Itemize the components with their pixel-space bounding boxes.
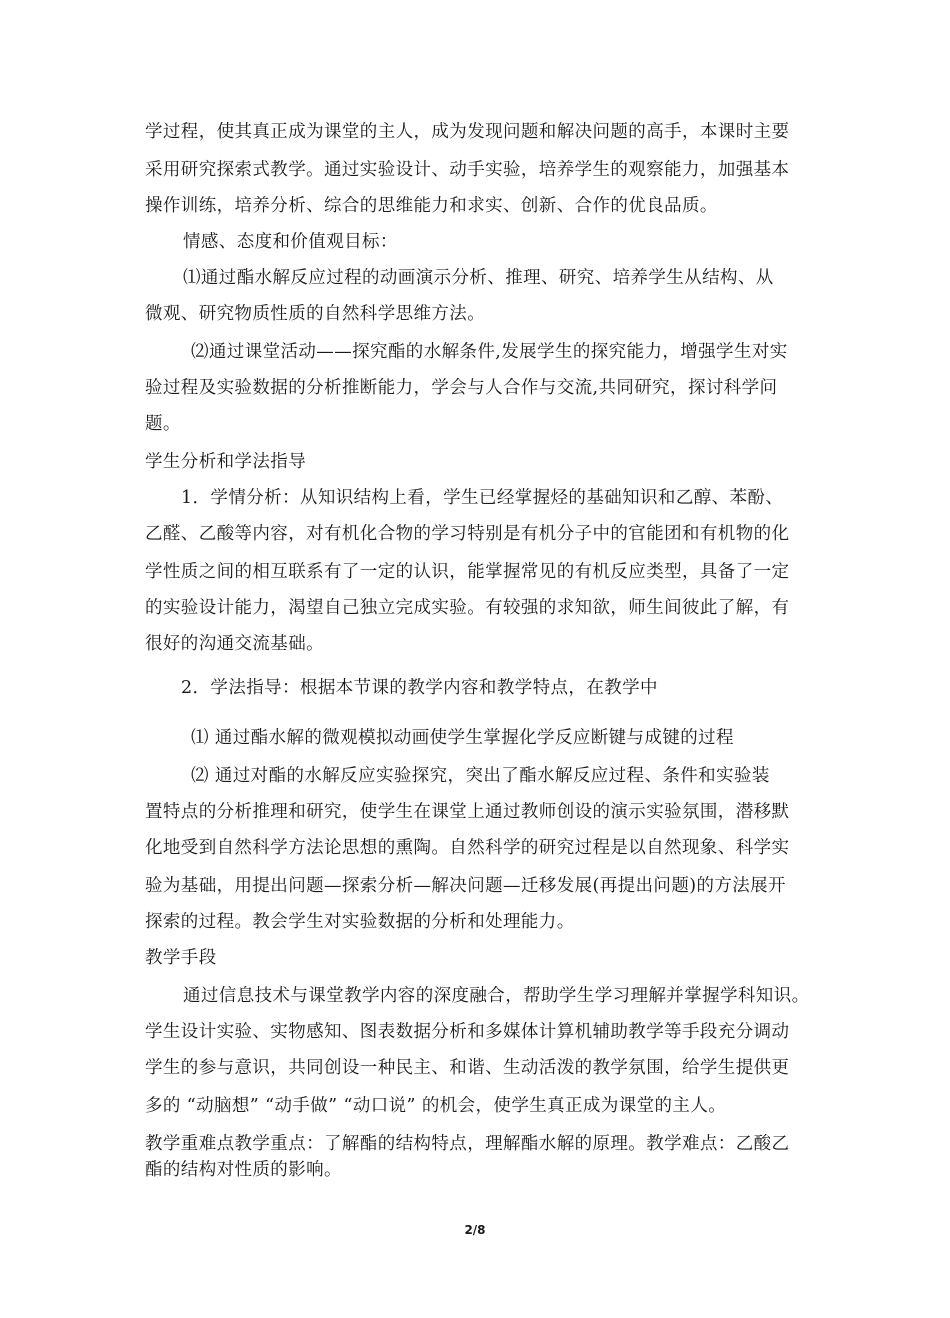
paragraph-line: 的实验设计能力，渴望自己独立完成实验。有较强的求知欲，师生间彼此了解，有: [145, 598, 790, 618]
paragraph-line: 多的 “动脑想” “动手做” “动口说” 的机会，使学生真正成为课堂的主人。: [145, 1096, 727, 1116]
section-heading: 教学手段: [145, 948, 217, 968]
paragraph-line: ⑴ 通过酯水解的微观模拟动画使学生掌握化学反应断键与成键的过程: [191, 728, 734, 748]
paragraph-line: 很好的沟通交流基础。: [145, 634, 324, 654]
paragraph-line: 通过信息技术与课堂教学内容的深度融合，帮助学生学习理解并掌握学科知识。: [183, 986, 810, 1006]
section-heading: 学生分析和学法指导: [145, 452, 307, 472]
paragraph-line: 操作训练，培养分析、综合的思维能力和求实、创新、合作的优良品质。: [145, 196, 718, 216]
paragraph-line: 学生设计实验、实物感知、图表数据分析和多媒体计算机辅助教学等手段充分调动: [145, 1022, 790, 1042]
paragraph-line: ⑴通过酯水解反应过程的动画演示分析、推理、研究、培养学生从结构、从: [183, 268, 774, 288]
paragraph-line: 学性质之间的相互联系有了一定的认识，能掌握常见的有机反应类型，具备了一定: [145, 562, 790, 582]
paragraph-line: ⑵通过课堂活动——探究酯的水解条件,发展学生的探究能力，增强学生对实: [191, 342, 788, 362]
page-number: 2/8: [464, 1223, 486, 1237]
section-label: 情感、态度和价值观目标：: [183, 232, 398, 252]
paragraph-line: 验为基础，用提出问题—探索分析—解决问题—迁移发展(再提出问题)的方法展开: [145, 876, 786, 896]
paragraph-line: 题。: [145, 414, 181, 434]
paragraph-line: ⑵ 通过对酯的水解反应实验探究，突出了酯水解反应过程、条件和实验装: [191, 766, 770, 786]
paragraph-line: 验过程及实验数据的分析推断能力，学会与人合作与交流,共同研究，探讨科学问: [145, 378, 778, 398]
paragraph-line: 置特点的分析推理和研究，使学生在课堂上通过教师创设的演示实验氛围，潜移默: [145, 802, 790, 822]
paragraph-line: 教学重难点教学重点：了解酯的结构特点，理解酯水解的原理。教学难点：乙酸乙: [145, 1134, 790, 1154]
paragraph-line: 微观、研究物质性质的自然科学思维方法。: [145, 304, 486, 324]
paragraph-line: 2．学法指导：根据本节课的教学内容和教学特点，在教学中: [181, 678, 658, 698]
paragraph-line: 化地受到自然科学方法论思想的熏陶。自然科学的研究过程是以自然现象、科学实: [145, 838, 790, 858]
paragraph-line: 酯的结构对性质的影响。: [145, 1160, 342, 1180]
paragraph-line: 1．学情分析：从知识结构上看，学生已经掌握烃的基础知识和乙醇、苯酚、: [181, 488, 784, 508]
paragraph-line: 学过程，使其真正成为课堂的主人，成为发现问题和解决问题的高手，本课时主要: [145, 122, 790, 142]
paragraph-line: 采用研究探索式教学。通过实验设计、动手实验，培养学生的观察能力，加强基本: [145, 160, 790, 180]
paragraph-line: 探索的过程。教会学生对实验数据的分析和处理能力。: [145, 912, 575, 932]
paragraph-line: 学生的参与意识，共同创设一种民主、和谐、生动活泼的教学氛围，给学生提供更: [145, 1058, 790, 1078]
paragraph-line: 乙醛、乙酸等内容，对有机化合物的学习特别是有机分子中的官能团和有机物的化: [145, 524, 790, 544]
